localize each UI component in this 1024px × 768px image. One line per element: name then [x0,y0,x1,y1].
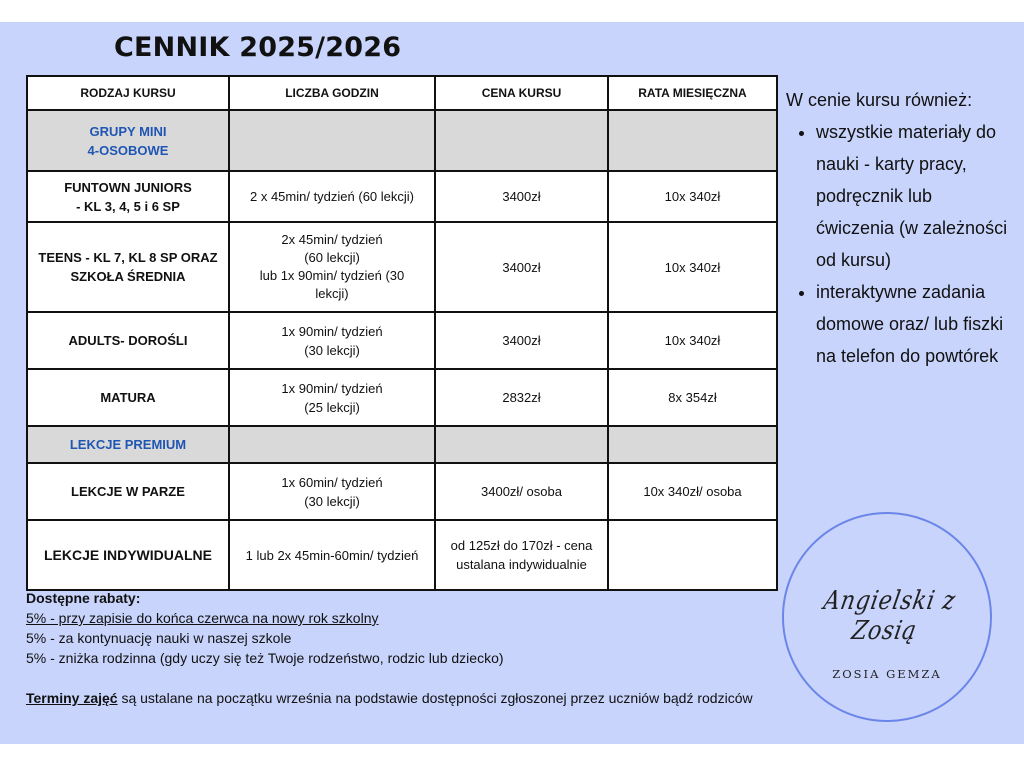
course-price: 3400zł [435,171,608,222]
table-row [27,222,777,312]
group-label-premium: LEKCJE PREMIUM [27,426,229,463]
logo-subtitle: ZOSIA GEMZA [832,667,942,681]
table-header-row [27,76,777,110]
logo-script-text: Angielski z Zosią [821,586,959,646]
discount-line: 5% - za kontynuację nauki w naszej szkole [26,630,292,646]
course-name: FUNTOWN JUNIORS - KL 3, 4, 5 i 6 SP [27,171,229,222]
group-label-mini: GRUPY MINI 4-OSOBOWE [27,110,229,171]
included-in-price [786,84,1011,372]
discounts-title: Dostępne rabaty: [26,590,141,606]
course-rate: 10x 340zł [608,171,777,222]
terms-text: są ustalane na początku września na podstawie dostępności zgłoszonej przez uczniów bądź rodziców [117,690,753,706]
header-course-type: RODZAJ KURSU [27,76,229,110]
included-list [786,116,1011,372]
course-name: LEKCJE W PARZE [27,463,229,520]
group-row-mini [27,110,777,171]
course-price: 3400zł/ osoba [435,463,608,520]
table-row [27,171,777,222]
list-item: • interaktywne zadania domowe oraz/ lub fiszki na telefon do powtórek [816,276,1011,372]
course-hours: 1x 90min/ tydzień (25 lekcji) [229,369,435,426]
course-hours: 2x 45min/ tydzień (60 lekcji) lub 1x 90min/ tydzień (30 lekcji) [229,222,435,312]
discount-line: 5% - przy zapisie do końca czerwca na nowy rok szkolny [26,610,379,626]
course-price: 2832zł [435,369,608,426]
course-rate: 10x 340zł [608,312,777,369]
course-rate: 10x 340zł/ osoba [608,463,777,520]
price-table [26,75,778,591]
table-row [27,520,777,590]
course-hours: 1 lub 2x 45min-60min/ tydzień [229,520,435,590]
header-price: CENA KURSU [435,76,608,110]
course-rate: 10x 340zł [608,222,777,312]
price-list-page [0,22,1024,744]
course-rate: 8x 354zł [608,369,777,426]
discount-line: 5% - zniżka rodzinna (gdy uczy się też Twoje rodzeństwo, rodzic lub dziecko) [26,650,504,666]
header-monthly-rate: RATA MIESIĘCZNA [608,76,777,110]
brand-logo [782,512,992,722]
included-title: W cenie kursu również: [786,90,973,110]
header-hours: LICZBA GODZIN [229,76,435,110]
course-price: 3400zł [435,312,608,369]
table-row [27,369,777,426]
course-price: 3400zł [435,222,608,312]
terms-note [26,688,766,708]
course-rate [608,520,777,590]
course-name: TEENS - KL 7, KL 8 SP ORAZ SZKOŁA ŚREDNIA [27,222,229,312]
course-name: LEKCJE INDYWIDUALNE [27,520,229,590]
group-row-premium [27,426,777,463]
table-row [27,463,777,520]
discounts-section [26,588,766,708]
terms-label: Terminy zajęć [26,690,118,706]
course-price: od 125zł do 170zł - cena ustalana indywidualnie [435,520,608,590]
course-name: MATURA [27,369,229,426]
course-hours: 1x 60min/ tydzień (30 lekcji) [229,463,435,520]
course-hours: 1x 90min/ tydzień (30 lekcji) [229,312,435,369]
course-hours: 2 x 45min/ tydzień (60 lekcji) [229,171,435,222]
page-title: CENNIK 2025/2026 [114,32,402,63]
list-item: • wszystkie materiały do nauki - karty pracy, podręcznik lub ćwiczenia (w zależności od kursu) [816,116,1011,276]
table-row [27,312,777,369]
course-name: ADULTS- DOROŚLI [27,312,229,369]
